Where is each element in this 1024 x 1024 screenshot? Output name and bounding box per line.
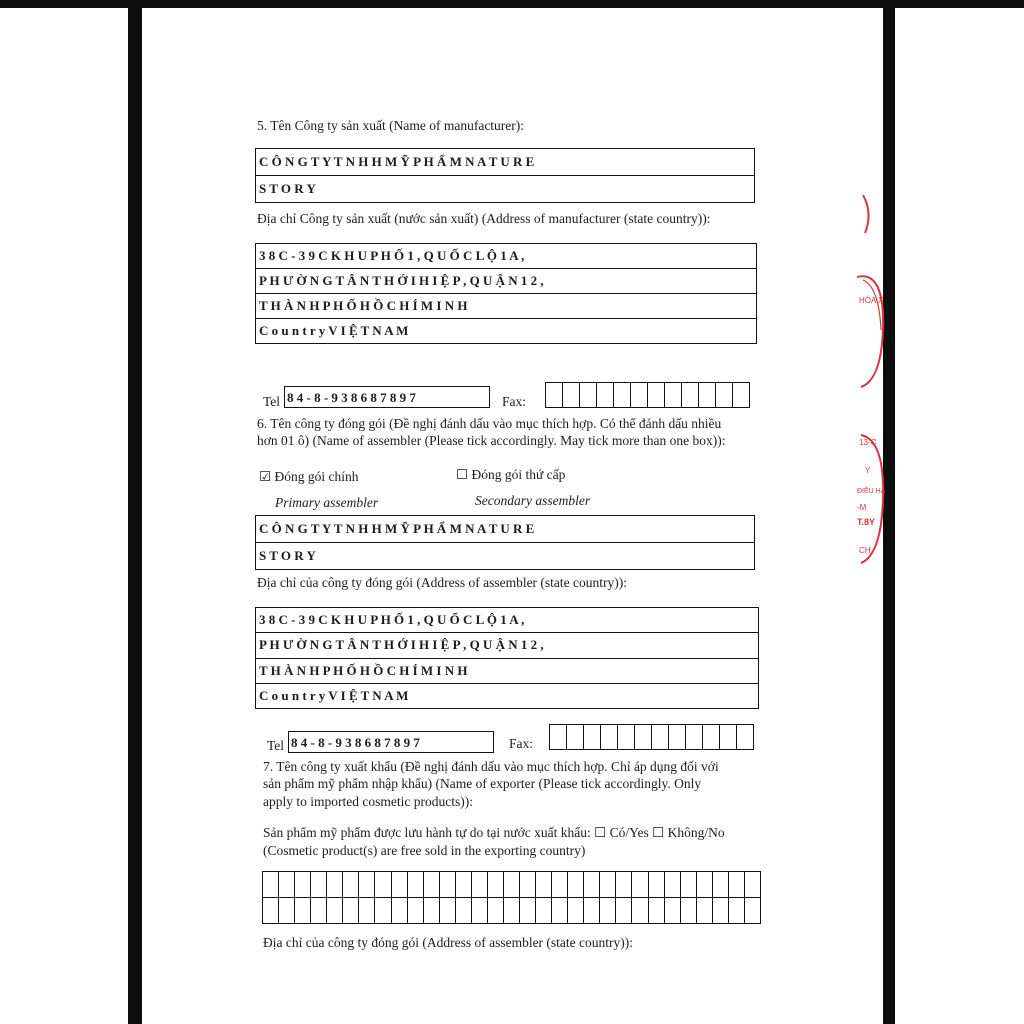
top-border — [0, 0, 1024, 8]
secondary-assembler-option — [456, 467, 565, 483]
sec6-name-grid — [255, 515, 755, 570]
sec7-address-label: Địa chỉ của công ty đóng gói (Address of assembler (state country)): — [263, 935, 634, 950]
sec6-name-line-1: C Ô N G T Y T N H H M Ỹ P H Ẩ M N A T U R E — [256, 516, 755, 543]
sec6-tel-label: Tel — [267, 738, 285, 753]
sec6-fax-field — [549, 724, 754, 750]
sec7-exporter-grid — [262, 871, 761, 924]
stamp-text-1: HÓA X — [859, 296, 884, 305]
sec5-address-line-3: T H À N H P H Ố H Ồ C H Í M I N H — [256, 294, 757, 319]
sec5-address-grid — [255, 243, 757, 344]
stamp-text-4: ĐIỀU HÀ — [857, 488, 885, 495]
secondary-checkbox[interactable]: ☐ — [456, 467, 469, 482]
stamp-arc-2 — [857, 276, 883, 387]
sec5-heading: 5. Tên Công ty sản xuất (Name of manufacturer): — [257, 118, 525, 133]
sec6-address-grid — [255, 607, 759, 709]
stamp-text-2: 13-C — [859, 438, 877, 447]
sec6-fax-label: Fax: — [509, 736, 534, 751]
sec5-name-line-2: S T O R Y — [256, 176, 755, 203]
stamp-text-5: -M — [857, 503, 867, 512]
left-border — [128, 0, 142, 1024]
primary-en-label: Primary assembler — [275, 495, 379, 510]
primary-label: Đóng gói chính — [274, 469, 359, 484]
free-sale-question-en: (Cosmetic product(s) are free sold in the exporting country) — [263, 843, 586, 858]
stamp-text-3: Y — [865, 466, 871, 475]
sec5-tel-label: Tel — [263, 394, 281, 409]
free-sale-question: Sản phẩm mỹ phẩm được lưu hành tự do tại nước xuất khẩu: ☐ Có/Yes ☐ Không/No — [263, 825, 725, 840]
red-stamp-fragment — [855, 195, 885, 575]
stamp-arc-1 — [863, 195, 869, 233]
sec5-address-line-2: P H Ư Ờ N G T Â N T H Ớ I H I Ệ P , Q U Ậ N 1 2 , — [256, 269, 757, 294]
sec6-address-line-2: P H Ư Ờ N G T Â N T H Ớ I H I Ệ P , Q U Ậ N 1 2 , — [256, 633, 759, 658]
secondary-label: Đóng gói thứ cấp — [471, 467, 566, 482]
sec5-fax-field — [545, 382, 750, 408]
sec6-name-line-2: S T O R Y — [256, 543, 755, 570]
sec5-address-line-4: C o u n t r y V I Ệ T N A M — [256, 319, 757, 344]
stamp-text-7: CH — [859, 546, 871, 555]
sec7-heading-line-1: 7. Tên công ty xuất khẩu (Đề nghị đánh dấu vào mục thích hợp. Chỉ áp dụng đối với — [263, 759, 719, 774]
sec6-address-label: Địa chỉ của công ty đóng gói (Address of assembler (state country)): — [257, 575, 628, 590]
sec6-heading-line-2: hơn 01 ô) (Name of assembler (Please tick accordingly. May tick more than one box)): — [257, 433, 726, 448]
sec6-tel-field: 8 4 - 8 - 9 3 8 6 8 7 8 9 7 — [288, 731, 494, 753]
sec7-heading-line-3: apply to imported cosmetic products)): — [263, 794, 473, 809]
sec5-name-line-1: C Ô N G T Y T N H H M Ỹ P H Ẩ M N A T U R E — [256, 149, 755, 176]
sec6-heading-line-1: 6. Tên công ty đóng gói (Đề nghị đánh dấu vào mục thích hợp. Có thể đánh dấu nhiều — [257, 416, 722, 431]
sec5-tel-field: 8 4 - 8 - 9 3 8 6 8 7 8 9 7 — [284, 386, 490, 408]
sec5-address-label: Địa chỉ Công ty sản xuất (nước sản xuất) (Address of manufacturer (state country)): — [257, 211, 711, 226]
secondary-en-label: Secondary assembler — [475, 493, 591, 508]
sec6-address-line-3: T H À N H P H Ố H Ồ C H Í M I N H — [256, 658, 759, 683]
stamp-text-6: T.8Y — [857, 517, 876, 527]
sec5-address-line-1: 3 8 C - 3 9 C K H U P H Ố 1 , Q U Ố C L Ộ 1 A , — [256, 244, 757, 269]
sec6-address-line-4: C o u n t r y V I Ệ T N A M — [256, 683, 759, 708]
primary-assembler-option — [259, 469, 358, 485]
primary-checkbox[interactable]: ☑ — [259, 469, 272, 484]
stamp-arc-4 — [861, 435, 883, 563]
sec6-address-line-1: 3 8 C - 3 9 C K H U P H Ố 1 , Q U Ố C L Ộ 1 A , — [256, 608, 759, 633]
sec7-heading-line-2: sản phẩm mỹ phẩm nhập khẩu) (Name of exporter (Please tick accordingly. Only — [263, 776, 702, 791]
sec5-name-grid — [255, 148, 755, 203]
sec5-fax-label: Fax: — [502, 394, 527, 409]
